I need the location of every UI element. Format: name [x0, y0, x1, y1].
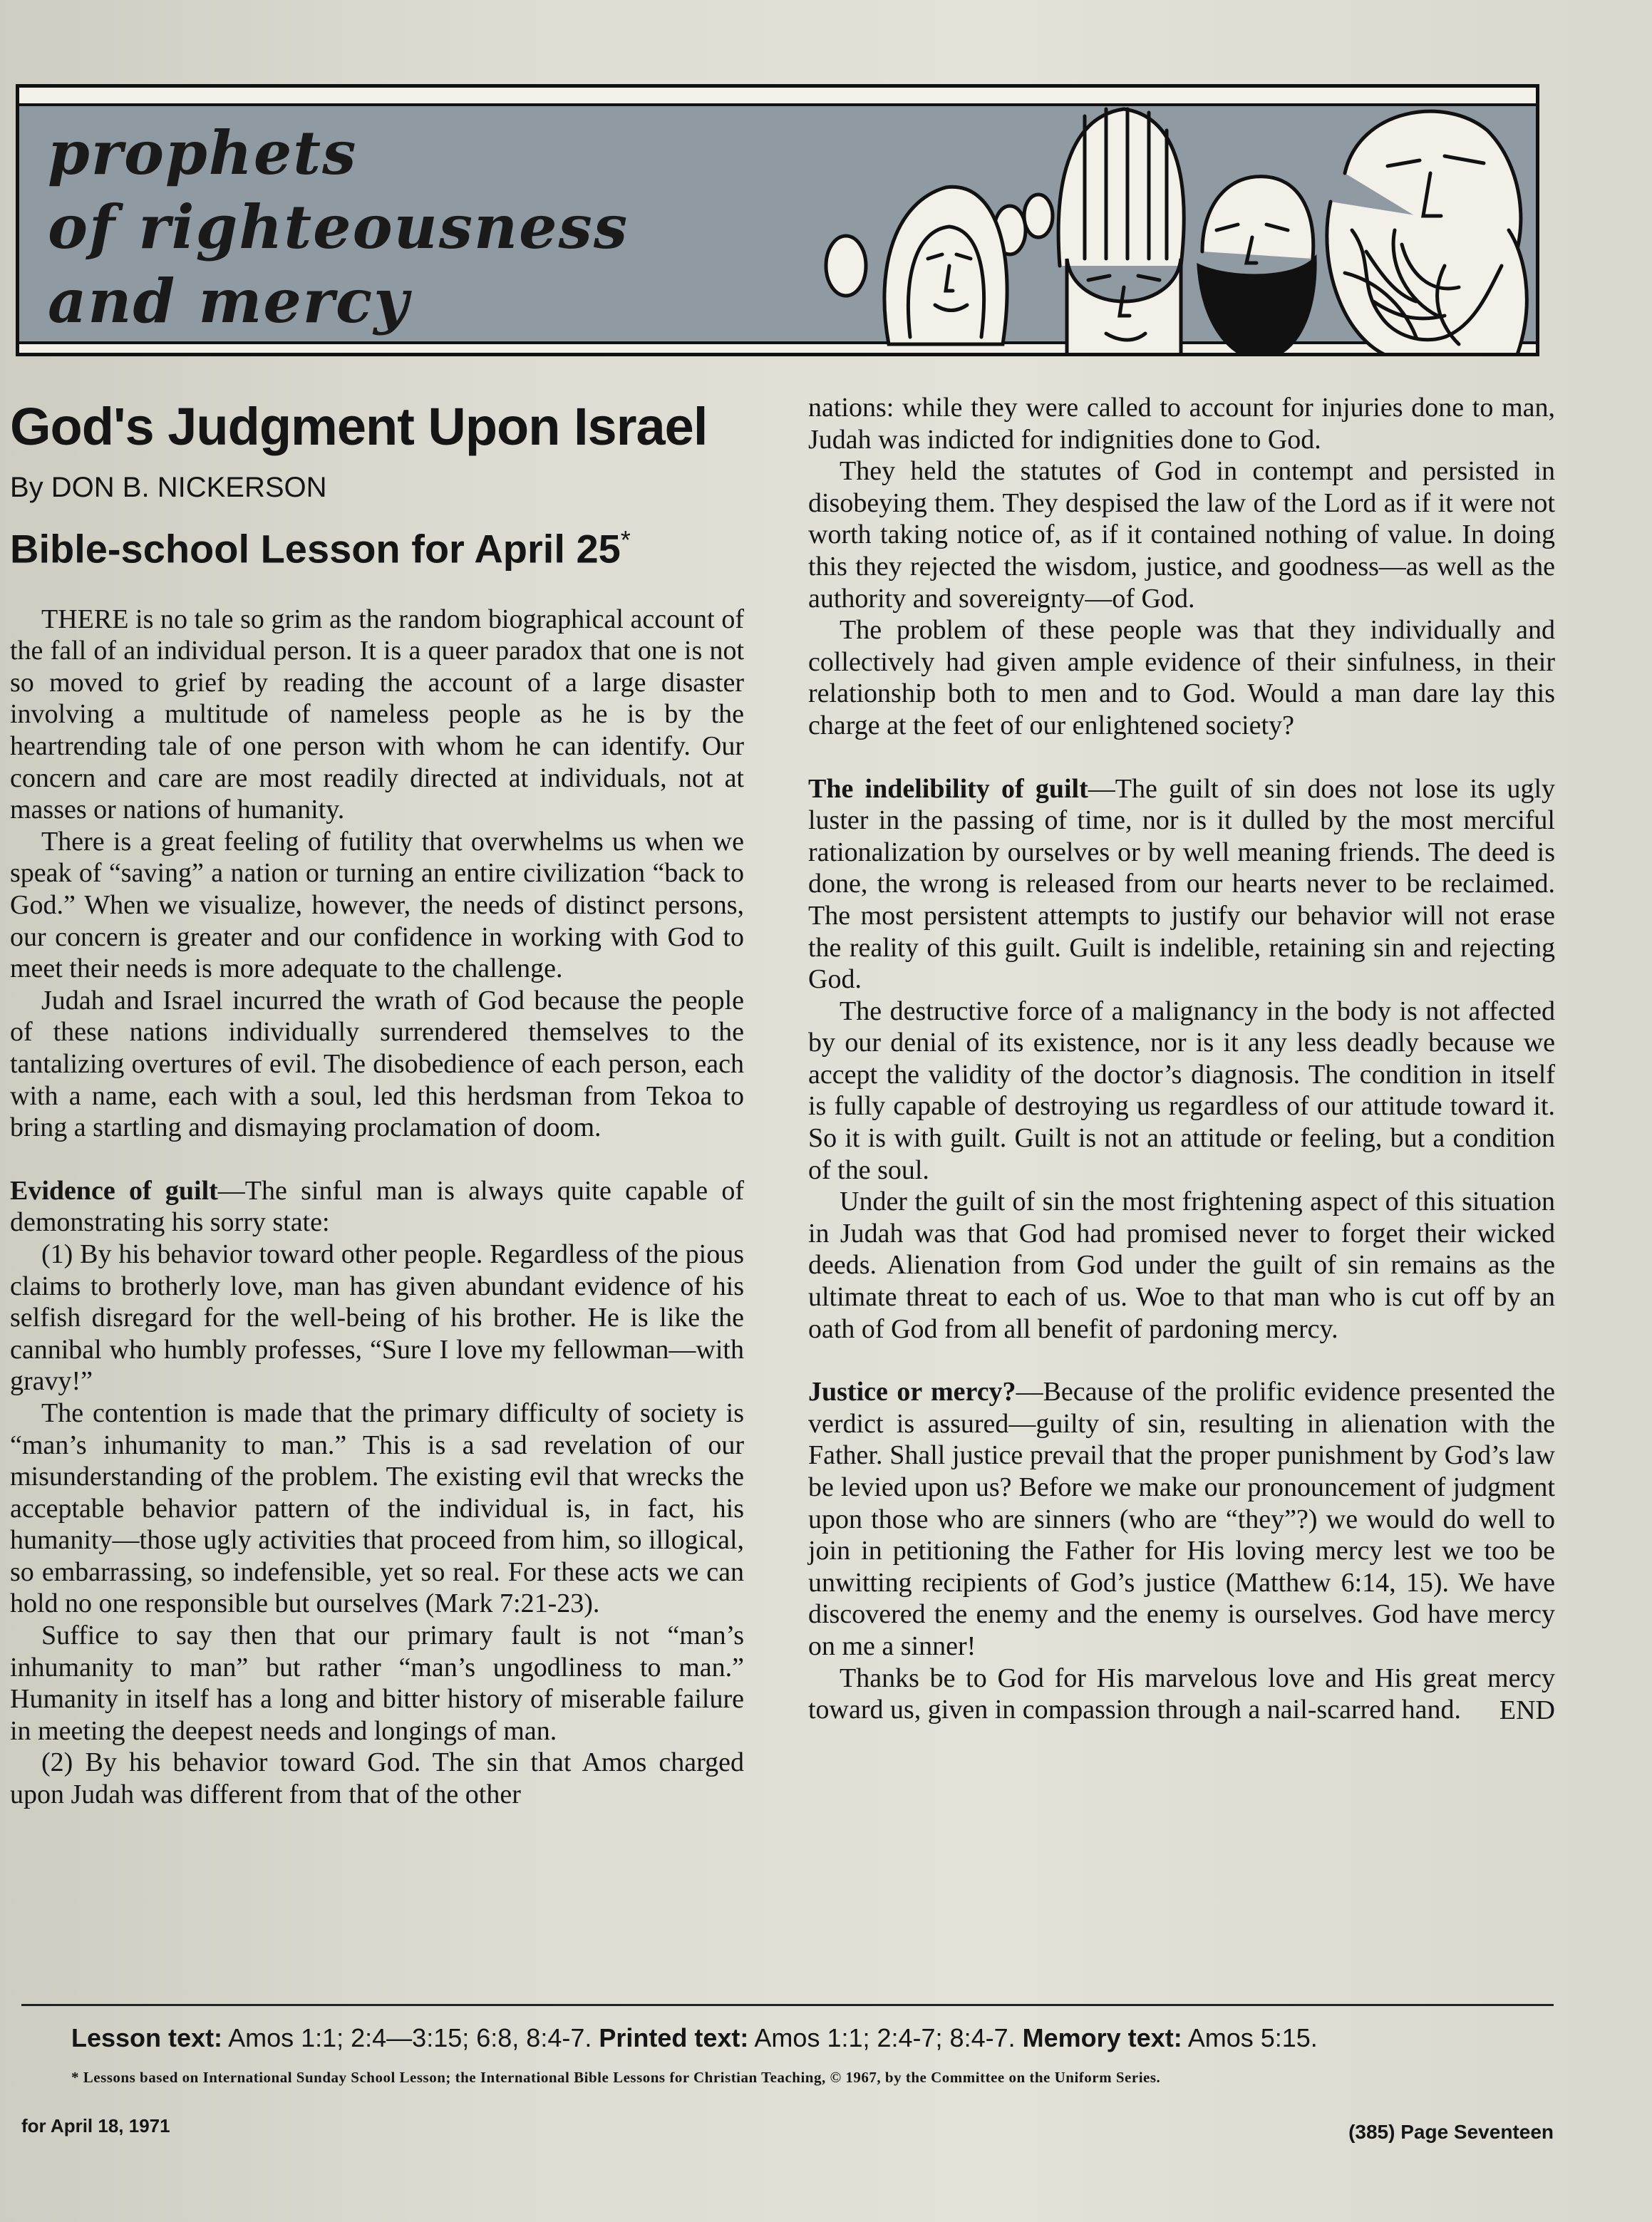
- end-mark-text: END: [1499, 1695, 1555, 1725]
- article-byline: By DON B. NICKERSON: [10, 472, 327, 503]
- lesson-text-value: Amos 1:1; 2:4—3:15; 6:8, 8:4-7.: [228, 2023, 592, 2052]
- prophets-illustration: [803, 88, 1539, 356]
- footer-divider: [21, 2004, 1554, 2006]
- article-title: God's Judgment Upon Israel: [10, 397, 708, 456]
- lesson-subtitle: [10, 515, 744, 575]
- body-paragraph: Suffice to say then that our primary fault is not “man’s inhumanity to man” but rather “man’s ungodliness to man.” Humanity in itself has a long and bitter history of miserable failure in meeting the deepest needs and longings of man.: [10, 1621, 744, 1746]
- memory-text-value: Amos 5:15.: [1187, 2023, 1318, 2052]
- section-intro: —Because of the prolific evidence presented the verdict is assured—guilty of sin, resulting in alienation with the Father. Shall justice prevail that the proper punishment by God’s law be levied upon us? Before we make our pronouncement of judgment upon those who are sinners (who are “they”?) we would do well to join in petitioning the Father for His loving mercy lest we too be unwitting recipients of God’s justice (Matthew 6:14, 15). We have discovered the enemy and the enemy is ourselves. God have mercy on me a sinner!: [808, 1377, 1555, 1661]
- right-column: [808, 392, 1555, 1726]
- memory-text-label: Memory text:: [1022, 2023, 1182, 2052]
- body-paragraph: The problem of these people was that they individually and collectively had given ample evidence of their sinfulness, in their relationship both to men and to God. Would a man dare lay this charge at the feet of our enlightened society?: [808, 615, 1555, 740]
- printed-text-value: Amos 1:1; 2:4-7; 8:4-7.: [754, 2023, 1016, 2052]
- banner-title-line-2: of righteousness: [48, 192, 629, 262]
- body-paragraph: The destructive force of a malignancy in the body is not affected by our denial of its existence, nor is it any less deadly because we accept the validity of the doctor’s diagnosis. The condition in itself is fully capable of destroying us regardless of our attitude toward it. So it is with guilt. Guilt is not an attitude or feeling, but a condition of the soul.: [808, 996, 1555, 1185]
- lesson-subtitle-text: Bible-school Lesson for April 25: [10, 526, 621, 572]
- banner-title-line-1: prophets: [48, 118, 358, 188]
- body-paragraph: The contention is made that the primary difficulty of society is “man’s inhumanity to man.” This is a sad revelation of our misunderstanding of the problem. The existing evil that wrecks the acceptable behavior pattern of the individual is, in fact, his humanity—those ugly activities that proceed from him, so illogical, so embarrassing, so indefensible, yet so real. For these acts we can hold no one responsible but ourselves (Mark 7:21-23).: [10, 1397, 745, 1619]
- body-paragraph: (2) By his behavior toward God. The sin that Amos charged upon Judah was different from that of the other: [10, 1747, 744, 1810]
- closing-paragraph: Thanks be to God for His marvelous love and His great mercy toward us, given in compassion through a nail-scarred hand.: [808, 1663, 1555, 1725]
- lesson-footnote-mark: *: [620, 525, 631, 554]
- section-evidence-of-guilt: [10, 1175, 744, 1239]
- section-heading: The indelibility of guilt: [808, 773, 1088, 804]
- left-column: [10, 392, 744, 1811]
- issue-date: for April 18, 1971: [21, 2115, 170, 2136]
- header-banner: [16, 84, 1539, 356]
- section-indelibility-of-guilt: [808, 773, 1555, 996]
- printed-text-label: Printed text:: [599, 2023, 749, 2052]
- banner-title: [48, 116, 832, 339]
- body-paragraph: They held the statutes of God in contempt and persisted in disobeying them. They despised the law of the Lord as if it were not worth taking notice of, as if it contained nothing of value. In doing this they rejected the wisdom, justice, and goodness—as well as the authority and sovereignty—of God.: [808, 456, 1555, 614]
- body-paragraph: Under the guilt of sin the most frightening aspect of this situation in Judah was that God had promised never to forget their wicked deeds. Alienation from God under the guilt of sin remains as the ultimate threat to each of us. Woe to that man who is cut off by an oath of God from all benefit of pardoning mercy.: [808, 1187, 1555, 1344]
- body-paragraph: (1) By his behavior toward other people. Regardless of the pious claims to brotherly love, man has given abundant evidence of his selfish disregard for the well-being of his brother. He is like the cannibal who humbly professes, “Sure I love my fellowman—with gravy!”: [10, 1239, 744, 1397]
- lesson-texts: [71, 2021, 1554, 2055]
- footnote: * Lessons based on International Sunday School Lesson; the International Bible Lessons for Christian Teaching, © 1967, by the Committee on the Uniform Series.: [71, 2069, 1161, 2086]
- lesson-text-label: Lesson text:: [71, 2023, 223, 2052]
- body-paragraph: Judah and Israel incurred the wrath of God because the people of these nations individually surrendered themselves to the tantalizing overtures of evil. The disobedience of each person, each with a name, each with a soul, led this herdsman from Tekoa to bring a startling and dismaying proclamation of doom.: [10, 985, 744, 1143]
- body-paragraph: THERE is no tale so grim as the random biographical account of the fall of an individual person. It is a queer paradox that one is not so moved to grief by reading the account of a large disaster involving a multitude of nameless people as he is by the heartrending tale of one person with whom he can identify. Our concern and care are most readily directed at individuals, not at masses or nations of humanity.: [10, 604, 744, 825]
- section-heading: Justice or mercy?: [808, 1377, 1016, 1407]
- body-paragraph: There is a great feeling of futility that overwhelms us when we speak of “saving” a nation or turning an entire civilization “back to God.” When we visualize, however, the needs of distinct persons, our concern is greater and our confidence in working with God to meet their needs is more adequate to the challenge.: [10, 826, 744, 984]
- page-number: (385) Page Seventeen: [1348, 2121, 1554, 2143]
- section-heading: Evidence of guilt: [10, 1175, 218, 1206]
- banner-title-line-3: and mercy: [48, 266, 411, 336]
- body-paragraph: nations: while they were called to account for injuries done to man, Judah was indicted for indignities done to God.: [808, 393, 1555, 455]
- section-intro: —The sinful man is always quite capable of demonstrating his sorry state:: [10, 1175, 744, 1238]
- section-intro: —The guilt of sin does not lose its ugly luster in the passing of time, nor is it dulled by the most merciful rationalization by ourselves or by well meaning friends. The deed is done, the wrong is released from our hearts never to be reclaimed. The most persistent attempts to justify our behavior will not erase the reality of this guilt. Guilt is indelible, retaining sin and rejecting God.: [808, 773, 1556, 995]
- section-justice-or-mercy: [808, 1376, 1555, 1662]
